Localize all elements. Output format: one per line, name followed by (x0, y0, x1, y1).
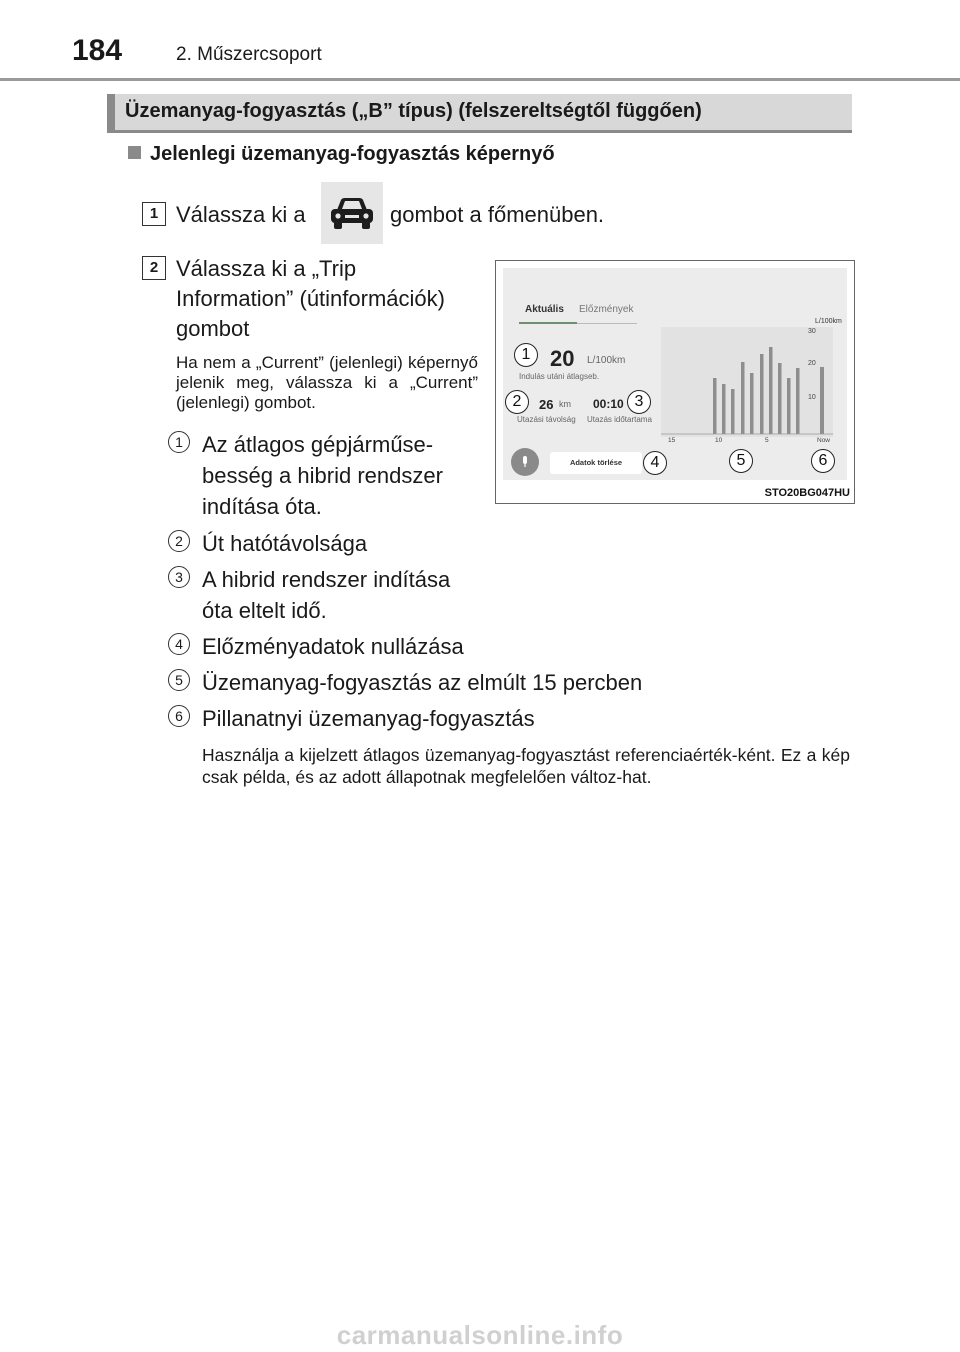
item-number-4: 4 (168, 633, 190, 655)
callout-4: 4 (643, 451, 667, 475)
history-bar (778, 363, 782, 434)
item-1-line-1: Az átlagos gépjárműse- (202, 432, 434, 457)
tab-underline (519, 322, 577, 324)
item-6-line-1: Pillanatnyi üzemanyag-fogyasztás (202, 706, 535, 731)
reset-button-label: Adatok törlése (569, 458, 623, 467)
history-bar (787, 378, 791, 434)
step-1-text-after: gombot a főmenüben. (390, 202, 605, 227)
callout-6: 6 (811, 449, 835, 473)
avg-caption: Indulás utáni átlagseb. (519, 372, 600, 381)
voice-button (511, 448, 539, 476)
step-2-line-2: Information” (útinformációk) (176, 286, 445, 311)
subsection-heading (128, 143, 555, 166)
car-icon (327, 195, 377, 231)
history-bar (769, 347, 773, 434)
distance-unit: km (559, 399, 571, 409)
item-1-line-3: indítása óta. (202, 494, 322, 519)
distance-value: 26 (539, 397, 554, 412)
history-bar (796, 368, 800, 434)
distance-caption: Utazási távolság (517, 415, 576, 424)
fuel-consumption-figure (495, 260, 855, 504)
time-value: 00:10 (593, 397, 624, 411)
reset-button (550, 452, 642, 474)
tab-rule (577, 323, 637, 324)
display-screen (503, 268, 847, 480)
step-number-1: 1 (142, 202, 166, 226)
item-1-line-2: besség a hibrid rendszer (202, 463, 443, 488)
item-4-line-1: Előzményadatok nullázása (202, 634, 464, 659)
callout-3: 3 (627, 390, 651, 414)
item-3-line-1: A hibrid rendszer indítása (202, 567, 451, 592)
note-reference-value: Használja a kijelzett átlagos üzemanyag-fogyasztást referenciaérték-ként. Ez a kép csak példa, és az adott állapotnak megfelelően változ-hat. (202, 745, 850, 787)
step-2-line-1: Válassza ki a „Trip (176, 256, 357, 281)
microphone-icon (521, 456, 529, 468)
chart-x-tick-now: Now (817, 437, 831, 444)
section-bar (107, 94, 852, 133)
note-current-screen: Ha nem a „Current” (jelenlegi) képernyő jelenik meg, válassza ki a „Current” (jelenlegi) gombot. (176, 353, 478, 412)
item-5-line-1: Üzemanyag-fogyasztás az elmúlt 15 percben (202, 670, 643, 695)
tab-history: Előzmények (579, 304, 634, 315)
chapter-title: 2. Műszercsoport (176, 44, 322, 65)
time-caption: Utazás időtartama (587, 415, 652, 424)
watermark-text: carmanualsonline.info (336, 1320, 624, 1350)
chart-x-tick-10: 10 (715, 437, 723, 444)
history-bar (713, 378, 717, 434)
current-bar (820, 367, 824, 434)
chart-y-tick-20: 20 (808, 360, 816, 367)
step-2-line-3: gombot (176, 316, 250, 341)
item-3-line-2: óta eltelt idő. (202, 598, 327, 623)
figure-label: STO20BG047HU (764, 487, 850, 499)
fuel-bar-chart (661, 327, 833, 439)
callout-2: 2 (505, 390, 529, 414)
section-accent (107, 94, 115, 130)
chart-y-tick-10: 10 (808, 394, 816, 401)
item-2-line-1: Út hatótávolsága (202, 531, 368, 556)
header-rule (0, 78, 960, 81)
subsection-title: Jelenlegi üzemanyag-fogyasztás képernyő (150, 143, 555, 165)
item-number-5: 5 (168, 669, 190, 691)
step-1-text-before: Válassza ki a (176, 202, 306, 227)
avg-value: 20 (550, 346, 575, 371)
chart-y-tick-30: 30 (808, 328, 816, 335)
square-bullet-icon (128, 146, 141, 159)
tab-current: Aktuális (525, 304, 564, 315)
page-number: 184 (72, 34, 123, 67)
footer-watermark (0, 1320, 960, 1351)
item-number-2: 2 (168, 530, 190, 552)
history-bar (750, 373, 754, 434)
callout-1: 1 (514, 343, 538, 367)
section-title: Üzemanyag-fogyasztás („B” típus) (felszereltségtől függően) (125, 100, 702, 122)
history-bar (731, 389, 735, 434)
step-number-2: 2 (142, 256, 166, 280)
history-bar (741, 362, 745, 434)
history-bar (760, 354, 764, 434)
item-number-1: 1 (168, 431, 190, 453)
item-number-6: 6 (168, 705, 190, 727)
avg-unit: L/100km (587, 355, 626, 366)
chart-unit: L/100km (815, 318, 842, 325)
chart-x-tick-15: 15 (668, 437, 676, 444)
item-number-3: 3 (168, 566, 190, 588)
car-button (321, 182, 383, 244)
callout-5: 5 (729, 449, 753, 473)
chart-x-tick-5: 5 (765, 437, 769, 444)
history-bar (722, 384, 726, 434)
